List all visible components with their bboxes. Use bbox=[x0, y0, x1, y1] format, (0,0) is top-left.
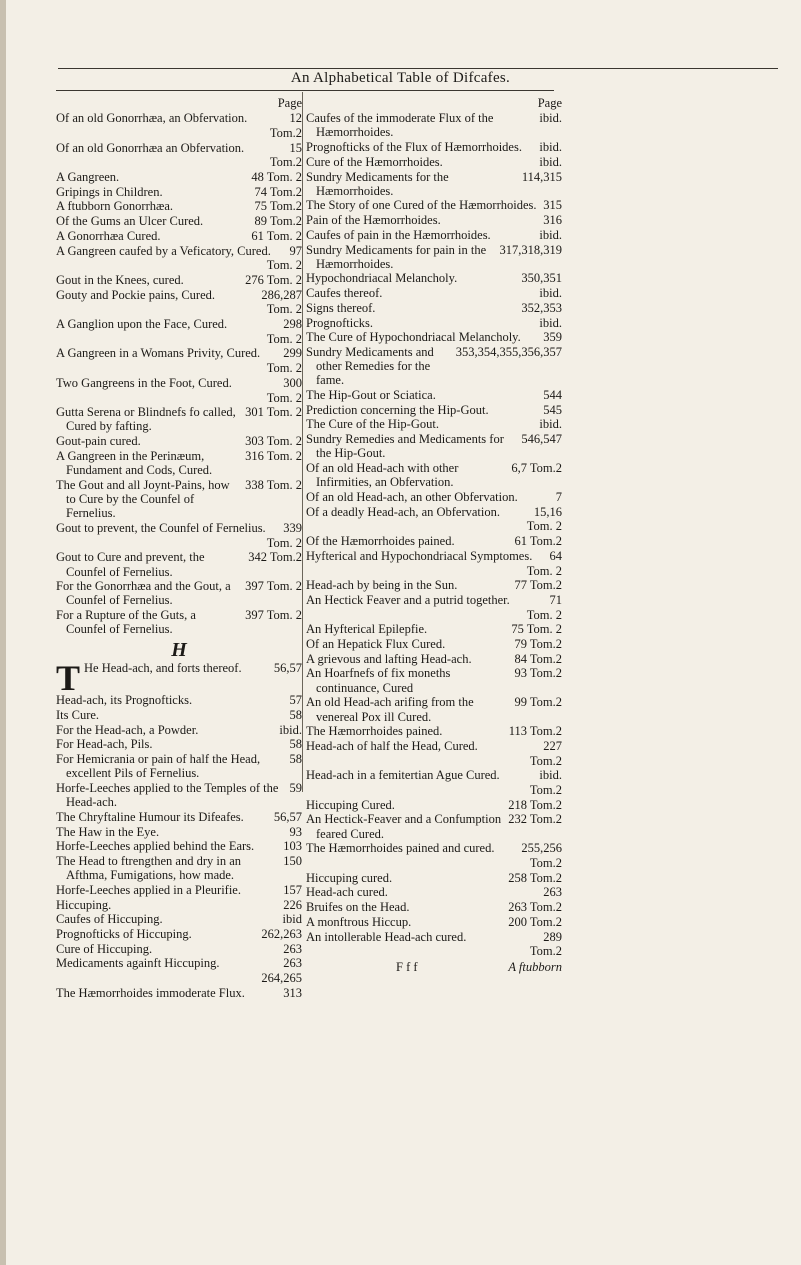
index-entry bbox=[306, 243, 562, 271]
entry-text: Caufes of pain in the Hæmorrhoides. bbox=[306, 227, 491, 242]
entry-text: For the Head-ach, a Powder. bbox=[56, 722, 199, 737]
entry-text: The Cure of Hypochondriacal Melancholy. bbox=[306, 330, 521, 345]
page-column-label: Page bbox=[537, 96, 562, 110]
entry-page: 352,353 bbox=[521, 300, 562, 315]
entry-text: Of an old Head-ach, an other Obfervation. bbox=[306, 489, 518, 504]
index-entry bbox=[306, 578, 562, 592]
entry-page: 74 Tom.2 bbox=[254, 184, 302, 199]
index-entry bbox=[56, 478, 302, 521]
entry-page: 262,263 bbox=[261, 926, 302, 941]
index-entry bbox=[56, 449, 302, 477]
page-title: An Alphabetical Table of Difcafes. bbox=[290, 70, 511, 86]
entry-text: Gout in the Knees, cured. bbox=[56, 272, 184, 287]
index-entry bbox=[56, 229, 302, 243]
entry-text: Head-ach by being in the Sun. bbox=[306, 578, 458, 593]
entry-page: 114,315 bbox=[521, 169, 562, 184]
index-entry bbox=[306, 213, 562, 227]
index-entry bbox=[56, 199, 302, 213]
index-entry bbox=[56, 986, 302, 1000]
entry-page: 6,7 Tom.2 bbox=[511, 461, 562, 476]
entry-text: Caufes of the immoderate Flux of the Hæmorrhoides. bbox=[306, 111, 494, 140]
entry-text: Pain of the Hæmorrhoides. bbox=[306, 213, 441, 228]
entry-text: Hiccuping. bbox=[56, 897, 112, 912]
index-entry bbox=[306, 783, 562, 797]
entry-text: Horfe-Leeches applied in a Pleurifie. bbox=[56, 882, 241, 897]
entry-text: Of an old Head-ach with other Infirmities, an Obfervation. bbox=[306, 461, 459, 490]
index-entry bbox=[56, 912, 302, 926]
index-entry bbox=[56, 244, 302, 258]
index-entry bbox=[306, 228, 562, 242]
entry-page: 48 Tom. 2 bbox=[251, 170, 302, 185]
index-entry bbox=[306, 505, 562, 519]
entry-page: 56,57 bbox=[273, 660, 302, 675]
index-entry bbox=[56, 723, 302, 737]
entry-page: 546,547 bbox=[521, 432, 562, 447]
index-entry bbox=[306, 739, 562, 753]
entry-page: 313 bbox=[283, 985, 302, 1000]
entry-page: 226 bbox=[283, 897, 302, 912]
right-column bbox=[306, 96, 562, 975]
entry-text: Sundry Medicaments for the Hæmorrhoides. bbox=[306, 169, 449, 198]
index-entry bbox=[56, 971, 302, 985]
entry-page: 58 bbox=[289, 737, 302, 752]
entry-page: 263 bbox=[283, 941, 302, 956]
entry-text: Bruifes on the Head. bbox=[306, 900, 410, 915]
entry-page: 263 bbox=[283, 956, 302, 971]
entry-text: A Gangreen caufed by a Veficatory, Cured. bbox=[56, 243, 271, 258]
index-entry bbox=[56, 332, 302, 346]
entry-text: The Story of one Cured of the Hæmorrhoides. bbox=[306, 198, 537, 213]
entry-text: Head-ach cured. bbox=[306, 885, 388, 900]
entry-text: A ftubborn Gonorrhæa. bbox=[56, 199, 173, 214]
index-entry bbox=[306, 871, 562, 885]
index-entry bbox=[306, 841, 562, 855]
entry-text: Gout to Cure and prevent, the Counfel of Fernelius. bbox=[56, 550, 205, 579]
index-entry bbox=[56, 126, 302, 140]
entry-text: Gutta Serena or Blindnefs fo called, Cured by fafting. bbox=[56, 405, 236, 434]
entry-page: 301 Tom. 2 bbox=[245, 405, 302, 420]
entry-page: 264,265 bbox=[261, 971, 302, 986]
entry-page: ibid bbox=[282, 912, 302, 927]
entry-text: The Hæmorrhoides immoderate Flux. bbox=[56, 985, 245, 1000]
index-entry bbox=[56, 883, 302, 897]
entry-text: The Gout and all Joynt-Pains, how to Cure by the Counfel of Fernelius. bbox=[56, 477, 230, 521]
index-entry bbox=[56, 781, 302, 809]
entry-text: Head-ach in a femitertian Ague Cured. bbox=[306, 768, 500, 783]
entry-page: 58 bbox=[289, 752, 302, 767]
entry-text: Two Gangreens in the Foot, Cured. bbox=[56, 375, 232, 390]
entry-page: 339 bbox=[283, 520, 302, 535]
entry-page: 56,57 bbox=[273, 809, 302, 824]
index-entry bbox=[306, 388, 562, 402]
index-entry bbox=[306, 768, 562, 782]
entry-page: 57 bbox=[289, 693, 302, 708]
entry-text: Head-ach, its Prognofticks. bbox=[56, 693, 193, 708]
entry-text: Caufes of Hiccuping. bbox=[56, 912, 163, 927]
entry-page: ibid. bbox=[539, 286, 562, 301]
entry-page: Tom. 2 bbox=[526, 607, 562, 622]
index-entry bbox=[306, 754, 562, 768]
entry-page: 255,256 bbox=[521, 841, 562, 856]
entry-text: Gripings in Children. bbox=[56, 184, 163, 199]
catchword: A ftubborn bbox=[508, 960, 562, 975]
header-rule bbox=[58, 68, 778, 69]
entry-text: Head-ach of half the Head, Cured. bbox=[306, 738, 478, 753]
entry-page: 12 bbox=[289, 111, 302, 126]
index-entry bbox=[306, 856, 562, 870]
entry-page: 150 bbox=[283, 853, 302, 868]
index-entry bbox=[306, 534, 562, 548]
entry-text: Medicaments againft Hiccuping. bbox=[56, 956, 220, 971]
index-entry bbox=[306, 403, 562, 417]
entry-text: For Hemicrania or pain of half the Head, excellent Pils of Fernelius. bbox=[56, 752, 261, 781]
entry-page: Tom.2 bbox=[529, 856, 562, 871]
index-entry bbox=[306, 695, 562, 723]
index-entry bbox=[56, 155, 302, 169]
index-entry bbox=[56, 185, 302, 199]
entry-page: 298 bbox=[283, 317, 302, 332]
index-entry bbox=[306, 330, 562, 344]
drop-cap: T bbox=[56, 657, 81, 698]
index-entry bbox=[56, 579, 302, 607]
index-entry bbox=[306, 564, 562, 578]
entry-page: 317,318,319 bbox=[499, 242, 562, 257]
index-entry bbox=[56, 111, 302, 125]
entry-text: The Hæmorrhoides pained and cured. bbox=[306, 841, 495, 856]
entry-text: Horfe-Leeches applied behind the Ears. bbox=[56, 839, 255, 854]
entry-page: 227 bbox=[543, 738, 562, 753]
entry-text: Hiccuping Cured. bbox=[306, 797, 395, 812]
left-column bbox=[56, 96, 302, 1000]
entry-page: 397 Tom. 2 bbox=[245, 608, 302, 623]
entry-page: 15,16 bbox=[533, 504, 562, 519]
entry-text: Prognofticks. bbox=[306, 315, 374, 330]
index-entry bbox=[306, 798, 562, 812]
entry-page: 263 bbox=[543, 885, 562, 900]
entry-page: 157 bbox=[283, 882, 302, 897]
entry-text: A Ganglion upon the Face, Cured. bbox=[56, 317, 228, 332]
index-entry bbox=[306, 622, 562, 636]
entry-page: 316 bbox=[543, 213, 562, 228]
entry-page: ibid. bbox=[539, 111, 562, 126]
entry-page: Tom. 2 bbox=[266, 302, 302, 317]
index-entry bbox=[56, 391, 302, 405]
entry-page: 218 Tom.2 bbox=[508, 797, 562, 812]
entry-text: An Hoarfnefs of fix moneths continuance, Cured bbox=[306, 666, 451, 695]
index-entry bbox=[306, 140, 562, 154]
entry-text: The Chryftaline Humour its Difeafes. bbox=[56, 809, 244, 824]
index-entry bbox=[56, 825, 302, 839]
entry-page: 263 Tom.2 bbox=[508, 900, 562, 915]
entry-text: A Gonorrhæa Cured. bbox=[56, 228, 161, 243]
entry-page: 359 bbox=[543, 330, 562, 345]
index-entry bbox=[56, 927, 302, 941]
page-edge bbox=[0, 0, 6, 1265]
entry-text: Horfe-Leeches applied to the Temples of the Head-ach. bbox=[56, 780, 279, 810]
index-entry bbox=[306, 170, 562, 198]
index-entry bbox=[306, 915, 562, 929]
entry-text: An Hyfterical Epilepfie. bbox=[306, 622, 428, 637]
entry-page: Tom.2 bbox=[269, 125, 302, 140]
entry-page: 7 bbox=[555, 489, 562, 504]
index-entry bbox=[56, 898, 302, 912]
index-entry bbox=[306, 593, 562, 607]
entry-page: 77 Tom.2 bbox=[514, 578, 562, 593]
entry-page: 93 bbox=[289, 824, 302, 839]
entry-text: Sundry Medicaments and other Remedies for the fame. bbox=[306, 344, 434, 388]
entry-page: 58 bbox=[289, 707, 302, 722]
entry-text: Cure of Hiccuping. bbox=[56, 941, 153, 956]
index-entry bbox=[56, 273, 302, 287]
index-entry bbox=[306, 885, 562, 899]
entry-text: The Cure of the Hip-Gout. bbox=[306, 417, 439, 432]
entry-text: The Hip-Gout or Sciatica. bbox=[306, 388, 436, 403]
entry-page: 315 bbox=[543, 198, 562, 213]
entry-page: 544 bbox=[543, 388, 562, 403]
entry-page: Tom.2 bbox=[269, 155, 302, 170]
entry-page: 15 bbox=[289, 140, 302, 155]
index-entry bbox=[306, 155, 562, 169]
index-entry bbox=[306, 900, 562, 914]
entry-page: ibid. bbox=[539, 154, 562, 169]
entry-text: A grievous and lafting Head-ach. bbox=[306, 651, 472, 666]
entry-page: ibid. bbox=[539, 227, 562, 242]
entry-page: 286,287 bbox=[261, 287, 302, 302]
entry-text: An Hectick Feaver and a putrid together. bbox=[306, 592, 510, 607]
index-entry bbox=[56, 810, 302, 824]
entry-text: The Head to ftrengthen and dry in an Afthma, Fumigations, how made. bbox=[56, 853, 242, 883]
index-entry bbox=[56, 942, 302, 956]
entry-page: 232 Tom.2 bbox=[508, 812, 562, 827]
index-entry bbox=[56, 752, 302, 780]
index-entry bbox=[56, 170, 302, 184]
entry-page: ibid. bbox=[539, 768, 562, 783]
column-divider bbox=[302, 92, 303, 792]
entry-page: 397 Tom. 2 bbox=[245, 579, 302, 594]
entry-page: 61 Tom. 2 bbox=[251, 228, 302, 243]
entry-page: 79 Tom.2 bbox=[514, 637, 562, 652]
index-entry bbox=[306, 608, 562, 622]
entry-page: 97 bbox=[289, 243, 302, 258]
entry-page: Tom. 2 bbox=[266, 331, 302, 346]
entry-page: ibid. bbox=[539, 417, 562, 432]
entry-text: Of a deadly Head-ach, an Obfervation. bbox=[306, 504, 501, 519]
section-letter-h: H bbox=[171, 638, 187, 661]
entry-page: Tom.2 bbox=[529, 944, 562, 959]
entry-text: Its Cure. bbox=[56, 707, 100, 722]
index-entry bbox=[56, 288, 302, 302]
entry-text: Of the Hæmorrhoides pained. bbox=[306, 534, 455, 549]
index-entry bbox=[56, 521, 302, 535]
entry-text: For the Gonorrhæa and the Gout, a Counfel of Fernelius. bbox=[56, 579, 231, 608]
entry-page: 545 bbox=[543, 402, 562, 417]
index-entry bbox=[56, 839, 302, 853]
index-entry bbox=[56, 854, 302, 882]
entry-text: T He Head-ach, and forts thereof. bbox=[56, 657, 242, 698]
index-entry bbox=[56, 956, 302, 970]
entry-page: 200 Tom.2 bbox=[508, 914, 562, 929]
entry-text: An old Head-ach arifing from the venereal Pox ill Cured. bbox=[306, 695, 474, 724]
entry-page: Tom.2 bbox=[529, 783, 562, 798]
index-entry bbox=[306, 461, 562, 489]
index-entry bbox=[306, 724, 562, 738]
index-entry bbox=[56, 302, 302, 316]
entry-text: An Hectick-Feaver and a Confumption feared Cured. bbox=[306, 812, 502, 841]
entry-page: ibid. bbox=[539, 315, 562, 330]
entry-text: Cure of the Hæmorrhoides. bbox=[306, 154, 443, 169]
entry-page: 289 bbox=[543, 929, 562, 944]
entry-page: 64 bbox=[549, 548, 562, 563]
index-entry bbox=[306, 417, 562, 431]
entry-text: A Gangreen in the Perinæum, Fundament and Cods, Cured. bbox=[56, 448, 213, 478]
entry-page: 84 Tom.2 bbox=[514, 651, 562, 666]
entry-page: 338 Tom. 2 bbox=[245, 477, 302, 492]
entry-text: Hypochondriacal Melancholy. bbox=[306, 271, 458, 286]
index-entry bbox=[306, 652, 562, 666]
index-entry bbox=[306, 286, 562, 300]
index-entry bbox=[56, 376, 302, 390]
entry-text: Prognofticks of the Flux of Hæmorrhoides. bbox=[306, 140, 522, 155]
entry-page: 103 bbox=[283, 839, 302, 854]
index-entry bbox=[306, 316, 562, 330]
index-entry bbox=[56, 693, 302, 707]
entry-page: ibid. bbox=[539, 140, 562, 155]
entry-page: 299 bbox=[283, 346, 302, 361]
entry-text: For a Rupture of the Guts, a Counfel of Fernelius. bbox=[56, 608, 196, 637]
index-entry bbox=[306, 812, 562, 840]
index-entry bbox=[306, 930, 562, 944]
entry-text: Gout-pain cured. bbox=[56, 434, 141, 449]
entry-page: 258 Tom.2 bbox=[508, 870, 562, 885]
entry-text: A monftrous Hiccup. bbox=[306, 914, 412, 929]
index-entry bbox=[56, 214, 302, 228]
entry-text: Of the Gums an Ulcer Cured. bbox=[56, 214, 204, 229]
entry-text: Hyfterical and Hypochondriacal Symptomes. bbox=[306, 548, 533, 563]
entry-text: Sundry Remedies and Medicaments for the Hip-Gout. bbox=[306, 432, 504, 461]
entry-text: For Head-ach, Pils. bbox=[56, 737, 153, 752]
entry-page: 59 bbox=[289, 780, 302, 795]
entry-page: 303 Tom. 2 bbox=[245, 434, 302, 449]
entry-page: 276 Tom. 2 bbox=[245, 272, 302, 287]
index-entry bbox=[306, 637, 562, 651]
index-entry bbox=[56, 536, 302, 550]
entry-text: Signs thereof. bbox=[306, 300, 376, 315]
entry-page: Tom. 2 bbox=[266, 258, 302, 273]
entry-page: 89 Tom.2 bbox=[254, 214, 302, 229]
entry-page: 61 Tom.2 bbox=[514, 534, 562, 549]
index-entry bbox=[56, 608, 302, 636]
index-entry bbox=[306, 944, 562, 958]
entry-text: Hiccuping cured. bbox=[306, 870, 393, 885]
entry-text: The Haw in the Eye. bbox=[56, 824, 160, 839]
index-entry bbox=[56, 434, 302, 448]
index-entry bbox=[56, 708, 302, 722]
index-entry bbox=[306, 519, 562, 533]
index-entry bbox=[56, 141, 302, 155]
entry-page: 353,354,355,356,357 bbox=[455, 344, 562, 359]
entry-text: Of an Hepatick Flux Cured. bbox=[306, 637, 446, 652]
index-entry bbox=[56, 317, 302, 331]
index-entry bbox=[306, 432, 562, 460]
index-entry bbox=[56, 737, 302, 751]
entry-page: Tom. 2 bbox=[266, 535, 302, 550]
entry-text: An intollerable Head-ach cured. bbox=[306, 929, 467, 944]
index-entry bbox=[306, 301, 562, 315]
entry-page: 350,351 bbox=[521, 271, 562, 286]
entry-text: Gouty and Pockie pains, Cured. bbox=[56, 287, 216, 302]
entry-text: Prediction concerning the Hip-Gout. bbox=[306, 402, 489, 417]
index-entry bbox=[56, 258, 302, 272]
index-entry bbox=[306, 490, 562, 504]
index-entry bbox=[306, 549, 562, 563]
index-entry bbox=[306, 198, 562, 212]
entry-page: 316 Tom. 2 bbox=[245, 448, 302, 463]
entry-text: Sundry Medicaments for pain in the Hæmorrhoides. bbox=[306, 242, 487, 271]
index-entry bbox=[56, 361, 302, 375]
index-entry bbox=[56, 346, 302, 360]
entry-page: 113 Tom.2 bbox=[508, 724, 562, 739]
entry-page: 75 Tom.2 bbox=[254, 199, 302, 214]
index-entry bbox=[56, 550, 302, 578]
entry-page: 300 bbox=[283, 375, 302, 390]
entry-page: 342 Tom.2 bbox=[248, 550, 302, 565]
entry-text: Of an old Gonorrhæa an Obfervation. bbox=[56, 140, 245, 155]
entry-text: Of an old Gonorrhæa, an Obfervation. bbox=[56, 111, 248, 126]
entry-page: Tom. 2 bbox=[266, 390, 302, 405]
entry-page: 93 Tom.2 bbox=[514, 666, 562, 681]
signature-mark: F f f bbox=[396, 960, 418, 975]
index-entry bbox=[306, 345, 562, 388]
entry-text: Caufes thereof. bbox=[306, 286, 383, 301]
entry-text: A Gangreen in a Womans Privity, Cured. bbox=[56, 346, 261, 361]
index-entry bbox=[56, 405, 302, 433]
entry-page: Tom. 2 bbox=[526, 519, 562, 534]
entry-text: The Hæmorrhoides pained. bbox=[306, 724, 443, 739]
page-column-label: Page bbox=[277, 96, 302, 110]
entry-page: Tom. 2 bbox=[526, 563, 562, 578]
entry-text: A Gangreen. bbox=[56, 170, 120, 185]
index-entry bbox=[306, 271, 562, 285]
right-entries bbox=[306, 111, 562, 958]
entry-text: Gout to prevent, the Counfel of Fernelius. bbox=[56, 520, 266, 535]
entry-page: Tom. 2 bbox=[266, 361, 302, 376]
header-underline bbox=[56, 90, 554, 91]
index-entry bbox=[306, 111, 562, 139]
entry-text: Prognofticks of Hiccuping. bbox=[56, 926, 192, 941]
left-entries-h bbox=[56, 657, 302, 1000]
index-entry bbox=[56, 657, 302, 698]
entry-page: ibid. bbox=[279, 722, 302, 737]
index-entry bbox=[306, 666, 562, 694]
entry-page: 75 Tom. 2 bbox=[511, 622, 562, 637]
entry-page: 99 Tom.2 bbox=[514, 695, 562, 710]
entry-page: 71 bbox=[549, 592, 562, 607]
entry-page: Tom.2 bbox=[529, 753, 562, 768]
left-entries-g bbox=[56, 111, 302, 636]
